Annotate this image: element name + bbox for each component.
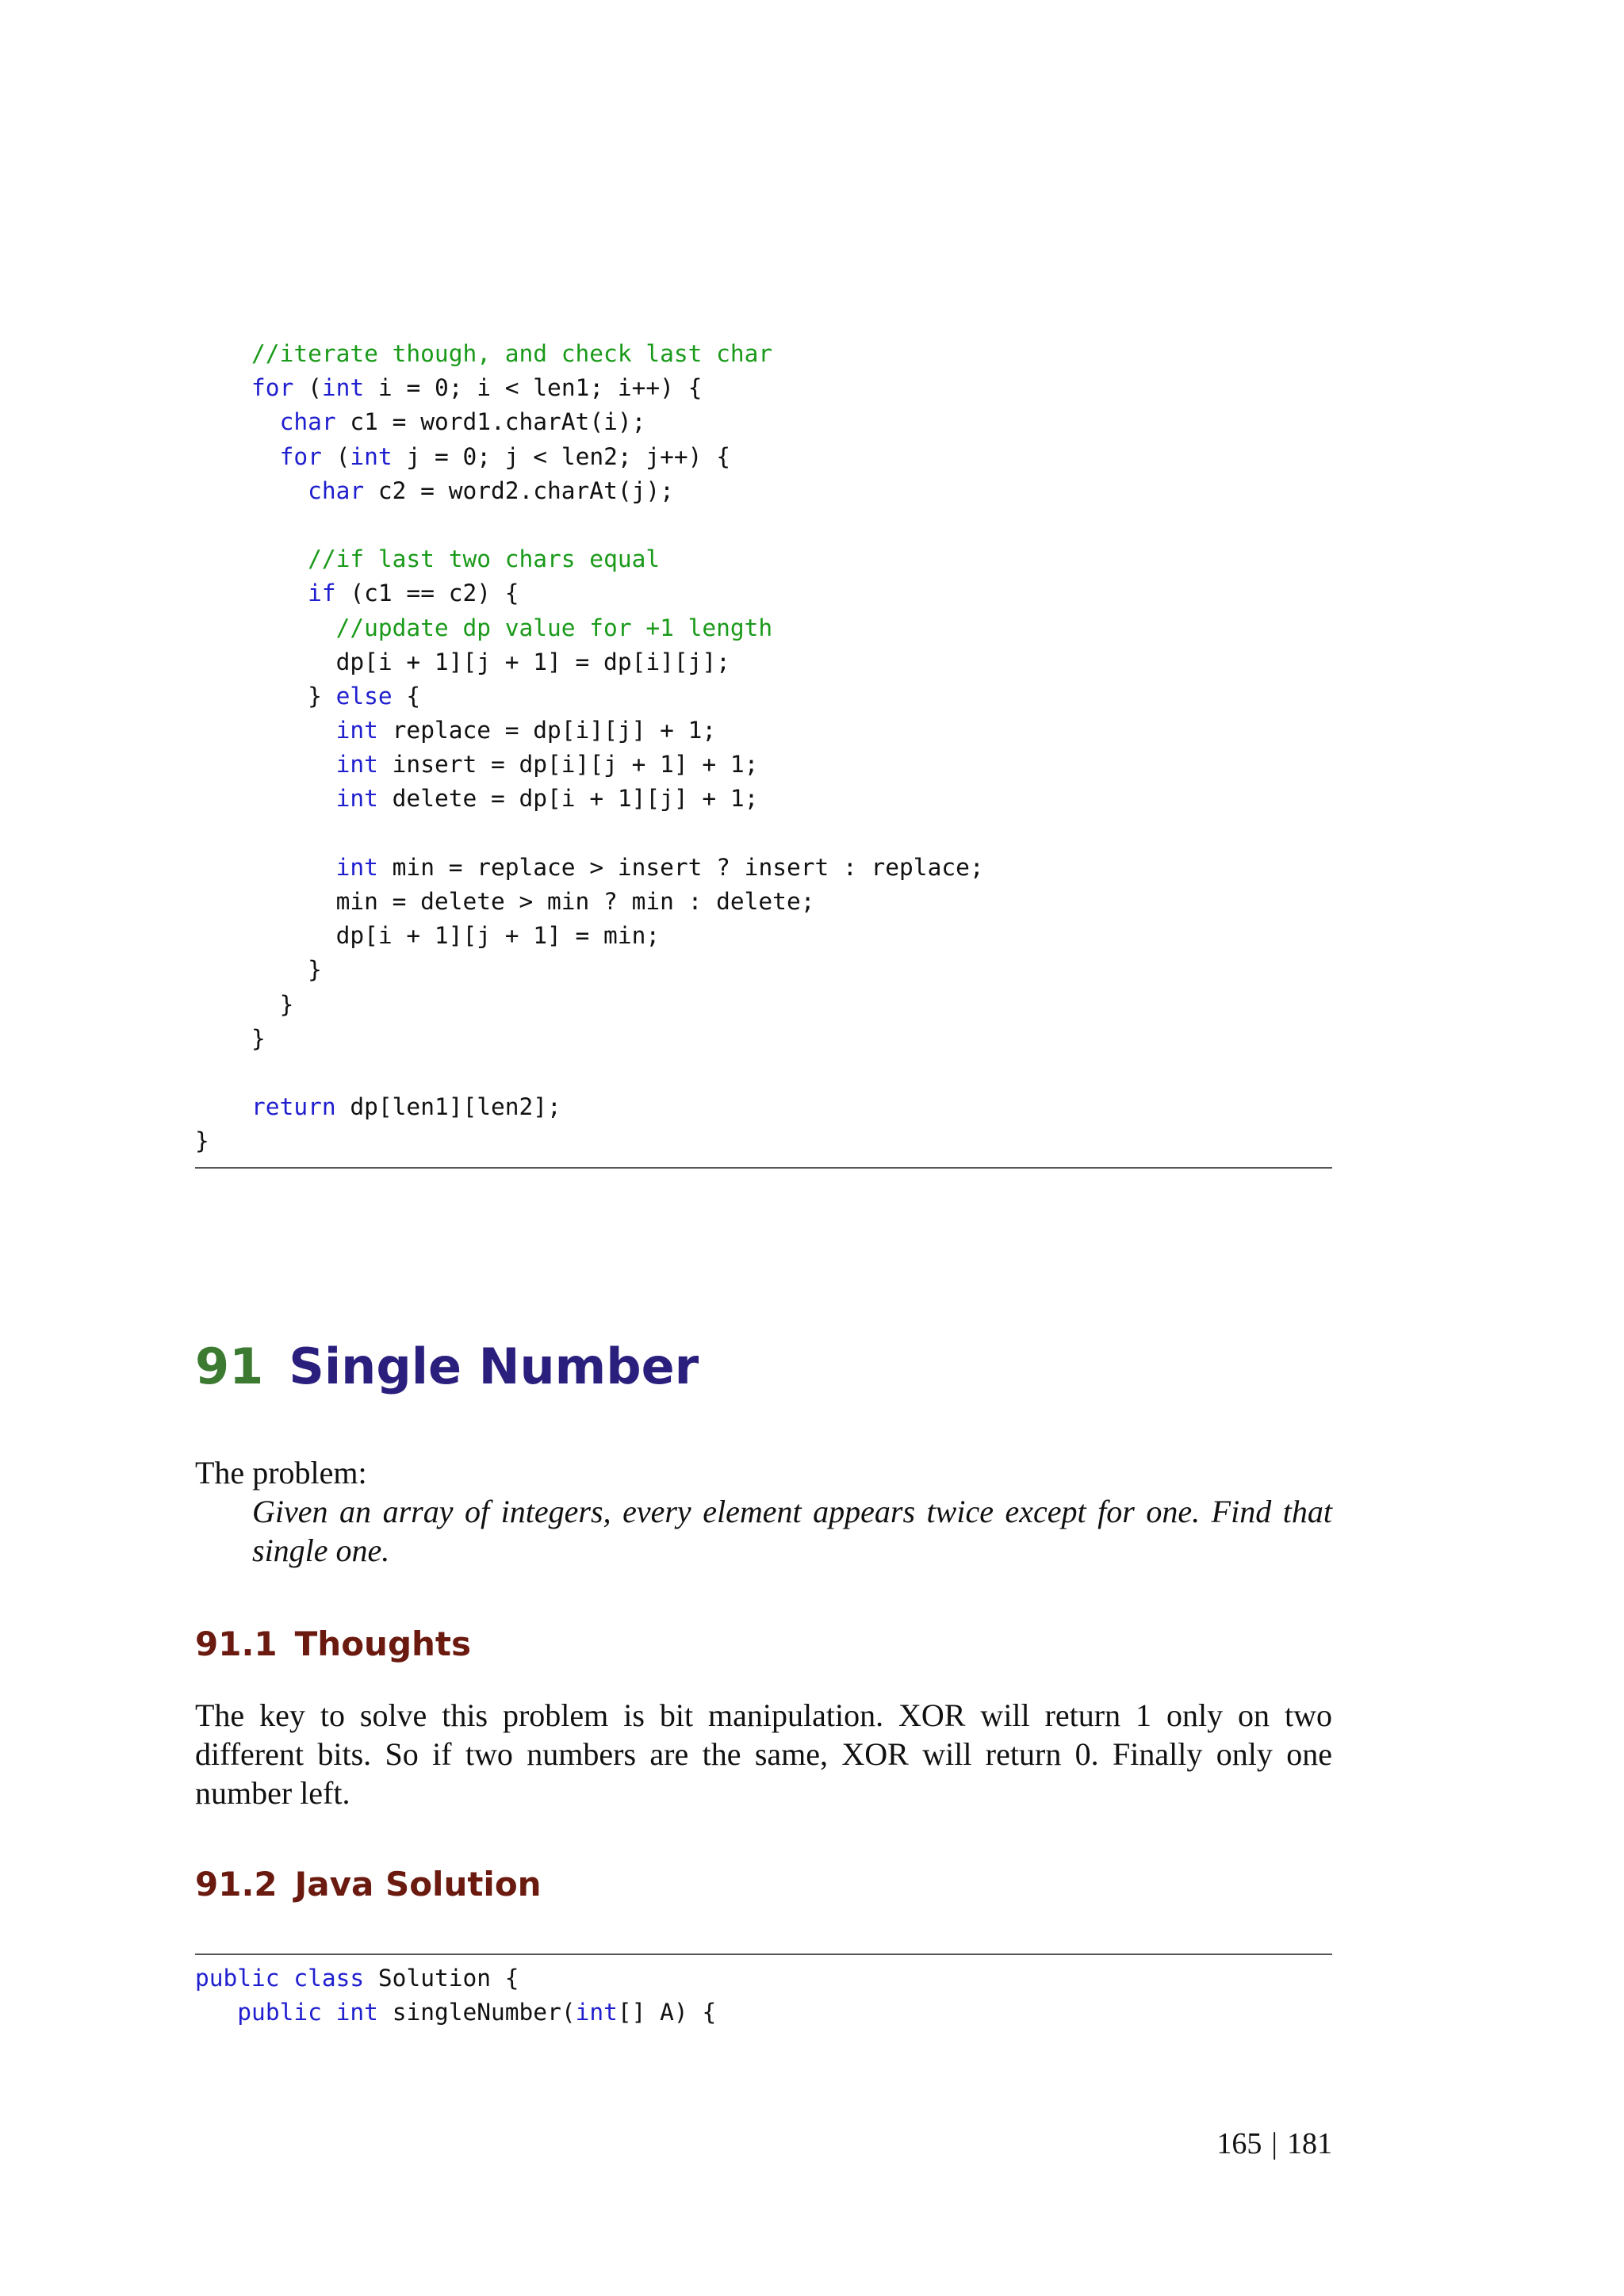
section-heading-thoughts bbox=[195, 1622, 471, 1667]
code-text: dp[i + 1][j + 1] = dp[i][j]; bbox=[195, 648, 730, 675]
code-text bbox=[195, 785, 336, 812]
code-text bbox=[195, 614, 336, 641]
code-line bbox=[195, 576, 984, 610]
code-line bbox=[195, 988, 984, 1022]
section-title: Java Solution bbox=[294, 1865, 542, 1904]
code-text: singleNumber( bbox=[377, 1999, 576, 2026]
code-line bbox=[195, 817, 984, 851]
code-line bbox=[195, 1996, 716, 2030]
code-line bbox=[195, 440, 984, 474]
code-keyword: for bbox=[279, 442, 322, 470]
code-line bbox=[195, 782, 984, 816]
code-text bbox=[322, 1999, 336, 2026]
code-bottom-rule bbox=[195, 1167, 1332, 1169]
code-text bbox=[195, 374, 251, 401]
code-text: dp[len1][len2]; bbox=[335, 1093, 561, 1121]
code-keyword: int bbox=[321, 374, 365, 402]
code-text: } bbox=[195, 1127, 209, 1155]
code-line bbox=[195, 851, 984, 885]
chapter-number: 91 bbox=[195, 1337, 264, 1395]
code-keyword: else bbox=[335, 682, 393, 710]
code-comment: //update dp value for +1 length bbox=[335, 614, 773, 641]
problem-label: The problem: bbox=[195, 1455, 367, 1490]
code-text: [] A) { bbox=[617, 1999, 717, 2026]
code-keyword: if bbox=[308, 580, 336, 607]
code-text bbox=[195, 751, 336, 778]
code-text bbox=[195, 408, 280, 435]
code-keyword: class bbox=[293, 1965, 365, 1992]
code-text: i = 0; i < len1; i++) { bbox=[364, 374, 703, 402]
code-line bbox=[195, 405, 984, 439]
code-text: (c1 == c2) { bbox=[335, 580, 519, 607]
code-keyword: public bbox=[237, 1999, 322, 2026]
code-text: j = 0; j < len2; j++) { bbox=[392, 442, 730, 470]
section-heading-java-solution bbox=[195, 1862, 542, 1907]
code-line bbox=[195, 679, 984, 714]
code-text: insert = dp[i][j + 1] + 1; bbox=[377, 751, 759, 779]
code-text bbox=[280, 1965, 294, 1992]
code-comment: //if last two chars equal bbox=[308, 545, 661, 573]
current-page-number: 165 bbox=[1216, 2127, 1262, 2160]
code-keyword: char bbox=[279, 408, 336, 436]
code-keyword: return bbox=[251, 1093, 336, 1121]
chapter-title: Single Number bbox=[289, 1337, 699, 1395]
code-text: c2 = word2.charAt(j); bbox=[364, 476, 674, 504]
code-text: } bbox=[195, 682, 336, 710]
code-text: replace = dp[i][j] + 1; bbox=[377, 717, 717, 744]
code-keyword: for bbox=[251, 374, 294, 402]
code-comment: //iterate though, and check last char bbox=[251, 340, 773, 367]
code-line bbox=[195, 919, 984, 953]
section-number: 91.1 bbox=[195, 1624, 278, 1663]
code-text bbox=[195, 1093, 251, 1120]
code-listing-top bbox=[195, 337, 984, 1159]
code-text: min = delete > min ? min : delete; bbox=[195, 888, 815, 915]
total-page-count: 181 bbox=[1287, 2127, 1332, 2160]
code-line bbox=[195, 1090, 984, 1124]
code-text: } bbox=[195, 1024, 266, 1052]
code-keyword: int bbox=[335, 785, 378, 813]
code-text: c1 = word1.charAt(i); bbox=[335, 408, 646, 436]
chapter-heading bbox=[195, 1335, 699, 1399]
code-keyword: char bbox=[308, 476, 365, 504]
code-text bbox=[195, 717, 336, 744]
code-text: { bbox=[392, 682, 421, 710]
code-keyword: int bbox=[335, 751, 378, 779]
code-line bbox=[195, 885, 984, 919]
code-text: delete = dp[i + 1][j] + 1; bbox=[377, 785, 759, 813]
code-text bbox=[195, 340, 251, 367]
code-line bbox=[195, 1022, 984, 1056]
code-line bbox=[195, 1124, 984, 1158]
code-keyword: int bbox=[335, 717, 378, 744]
code-text: ( bbox=[321, 442, 350, 470]
code-text: min = replace > insert ? insert : replace; bbox=[377, 853, 984, 881]
code-line bbox=[195, 1961, 716, 1996]
code-keyword: public bbox=[195, 1965, 280, 1992]
code-line bbox=[195, 714, 984, 748]
code-text bbox=[195, 443, 280, 470]
code-text: } bbox=[195, 956, 322, 984]
code-line bbox=[195, 508, 984, 542]
code-line bbox=[195, 645, 984, 679]
thoughts-paragraph: The key to solve this problem is bit manipulation. XOR will return 1 only on two different bits. So if two numbers are the same, XOR will return 0. Finally only one number left. bbox=[195, 1697, 1332, 1811]
code-line bbox=[195, 1056, 984, 1090]
code-text bbox=[195, 854, 336, 881]
code-text: } bbox=[195, 990, 294, 1018]
problem-statement: Given an array of integers, every element appears twice except for one. Find that single one. bbox=[252, 1494, 1332, 1568]
code-keyword: int bbox=[350, 442, 393, 470]
code-text: dp[i + 1][j + 1] = min; bbox=[195, 922, 661, 950]
code-keyword: int bbox=[575, 1999, 618, 2026]
page-folio bbox=[1216, 2125, 1332, 2163]
folio-separator: | bbox=[1271, 2127, 1277, 2160]
section-number: 91.2 bbox=[195, 1865, 278, 1904]
code-keyword: int bbox=[335, 853, 378, 881]
code-listing-bottom bbox=[195, 1961, 716, 2030]
code-top-rule bbox=[195, 1954, 1332, 1955]
code-line bbox=[195, 953, 984, 987]
code-text bbox=[195, 1999, 237, 2026]
code-line bbox=[195, 371, 984, 405]
code-line bbox=[195, 474, 984, 508]
code-keyword: int bbox=[335, 1999, 378, 2026]
code-line bbox=[195, 337, 984, 371]
code-text bbox=[195, 477, 308, 504]
code-line bbox=[195, 611, 984, 645]
section-title: Thoughts bbox=[294, 1624, 471, 1663]
code-text bbox=[195, 580, 308, 607]
code-text: ( bbox=[293, 374, 322, 402]
code-text bbox=[195, 545, 308, 572]
code-line bbox=[195, 542, 984, 576]
code-line bbox=[195, 748, 984, 782]
code-text: Solution { bbox=[364, 1965, 519, 1992]
